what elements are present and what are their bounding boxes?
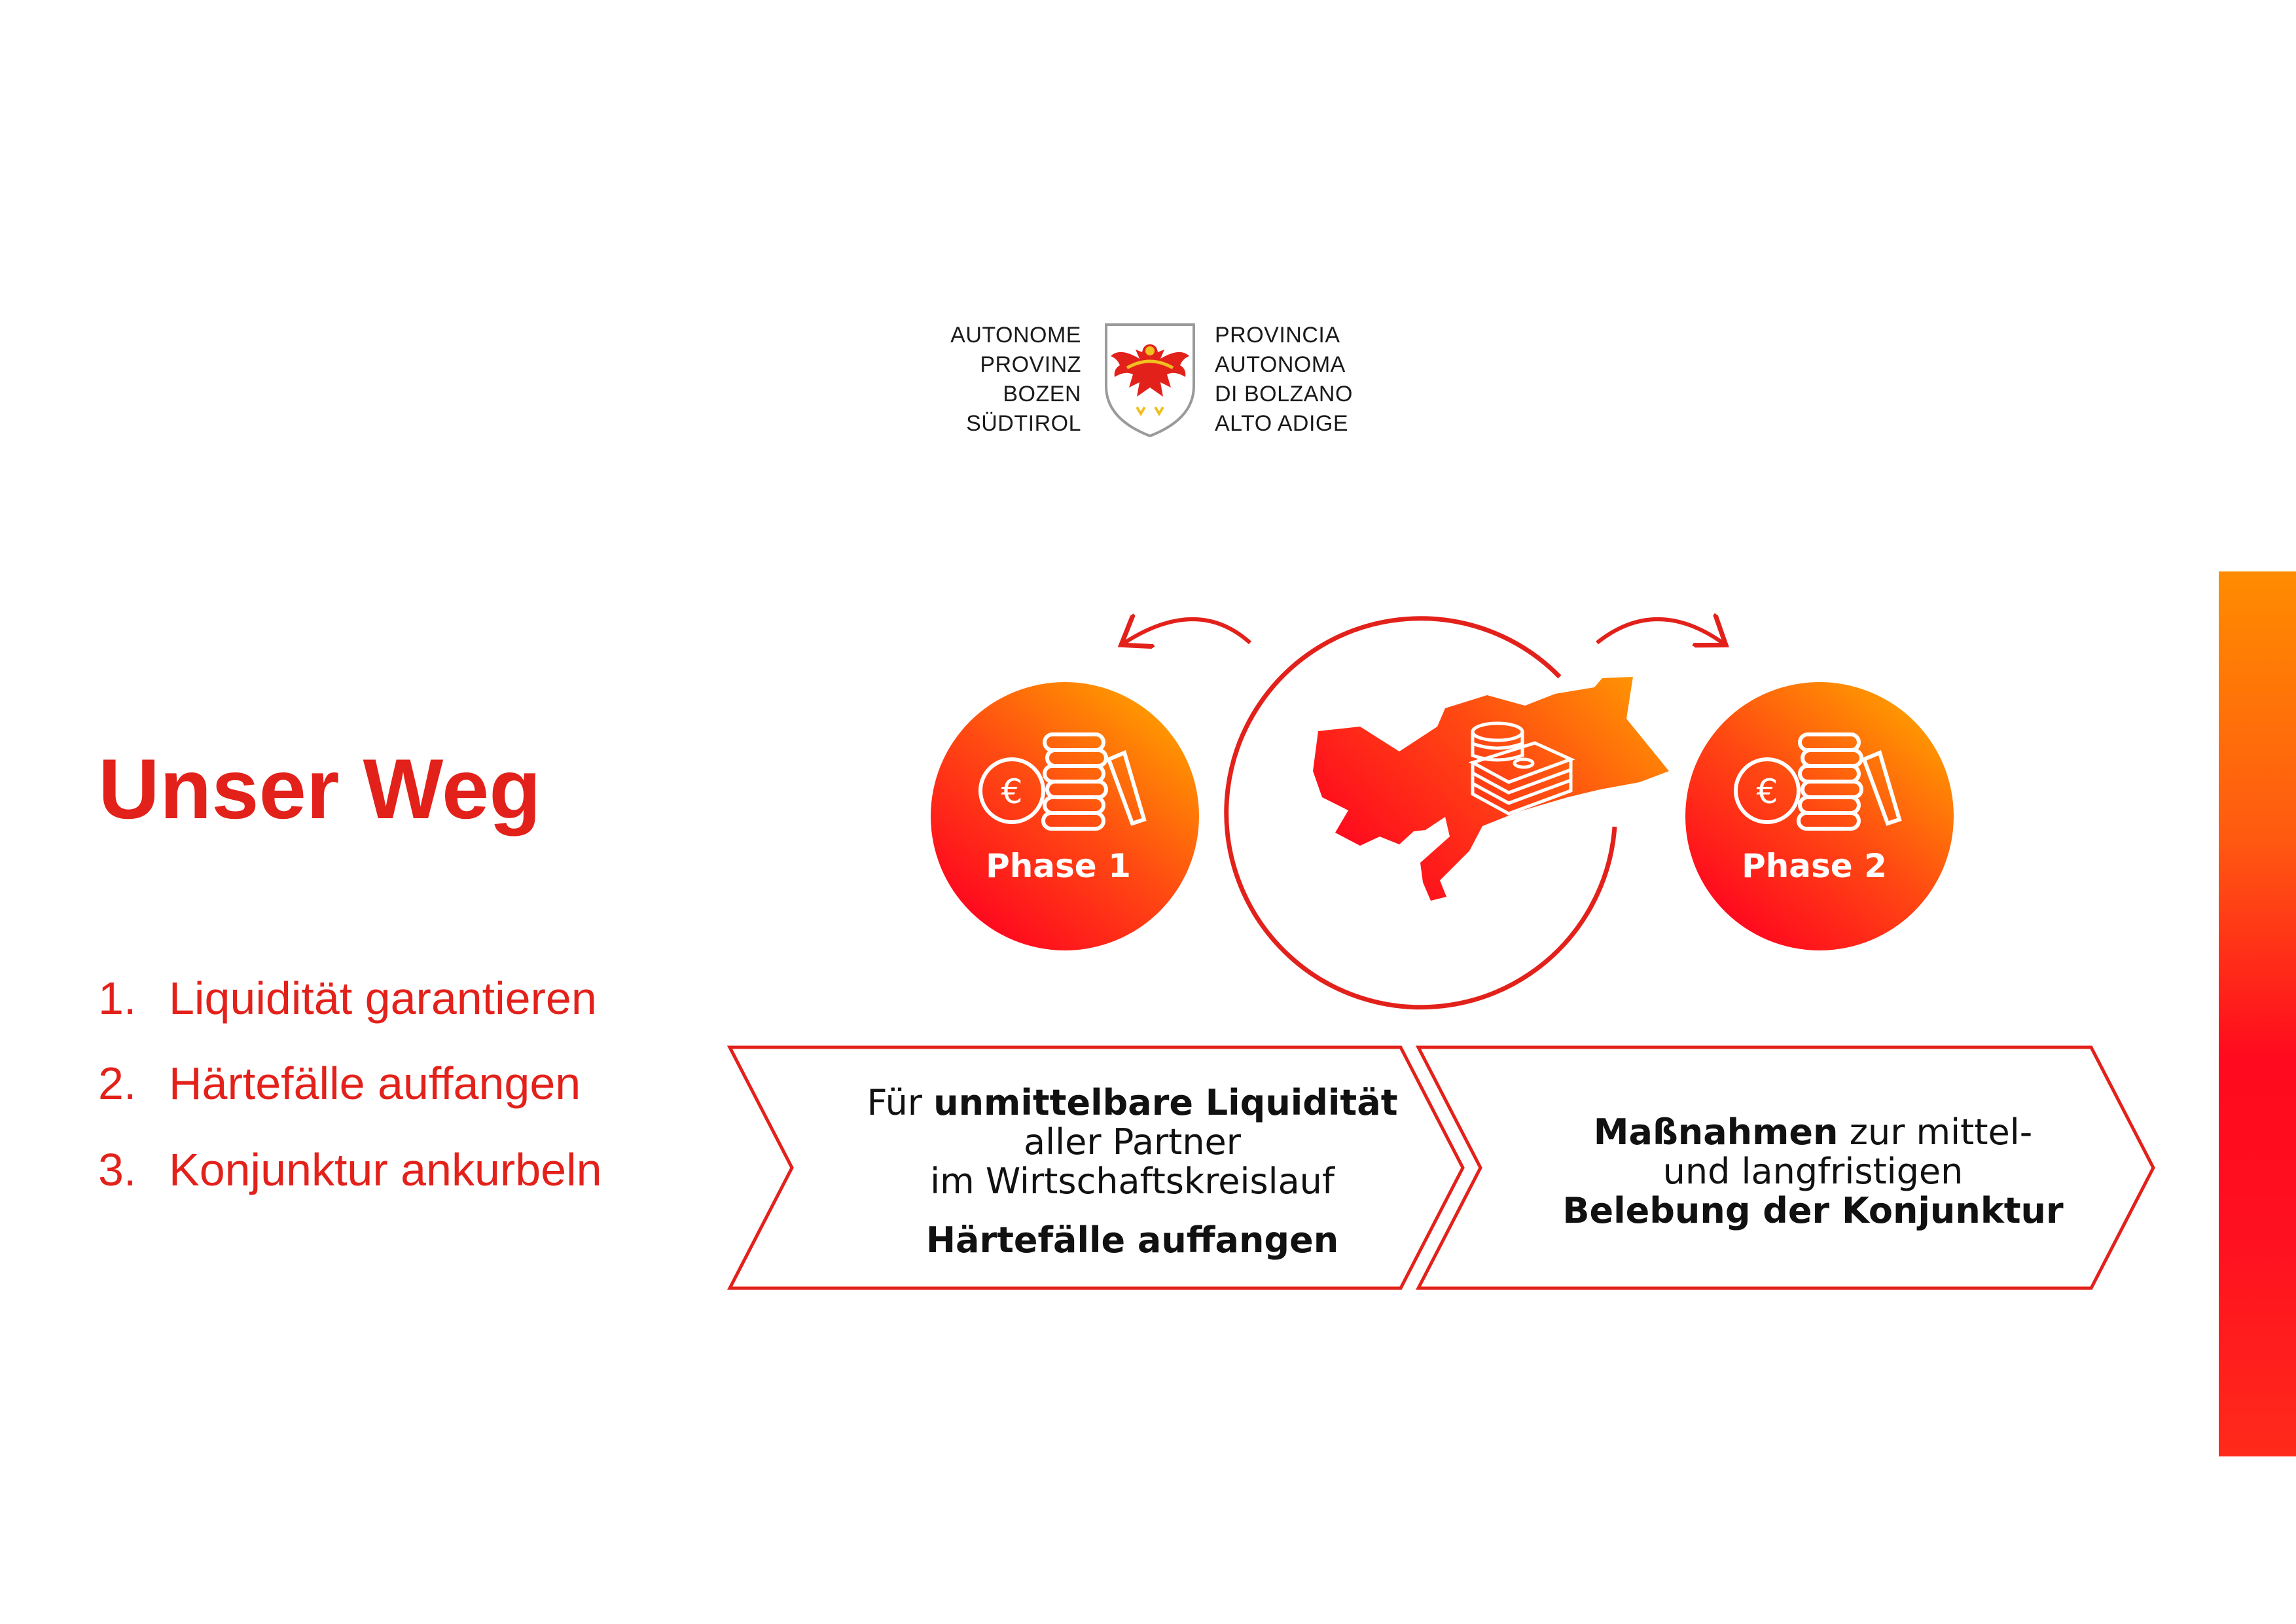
arrow-right-icon: [1597, 619, 1723, 643]
text-bold: unmittelbare Liquidität: [933, 1082, 1398, 1123]
svg-text:€: €: [1001, 772, 1023, 812]
chevron-2-line-1: [1466, 1113, 2160, 1152]
text-regular: zur mittel-: [1838, 1111, 2033, 1153]
list-text: Konjunktur ankurbeln: [169, 1144, 602, 1195]
chevron-1-line-4: [785, 1221, 1479, 1260]
list-number: 1.: [98, 973, 137, 1024]
logo-line: AUTONOMA: [1215, 352, 1346, 377]
phase-2-circle: [1685, 682, 1954, 950]
chevron-1-line-3: im Wirtschaftskreislauf: [930, 1161, 1335, 1202]
phase-2-label: Phase 2: [1742, 847, 1887, 885]
phase-1-circle: [931, 682, 1199, 950]
list-text: Härtefälle auffangen: [169, 1058, 581, 1109]
list-text: Liquidität garantieren: [169, 973, 597, 1024]
chevron-1-line-1: [785, 1083, 1479, 1123]
text-bold: Belebung der Konjunktur: [1562, 1190, 2064, 1231]
list-number: 3.: [98, 1144, 137, 1195]
chevron-2-line-2: und langfristigen: [1662, 1151, 1964, 1192]
logo-line: BOZEN: [1003, 382, 1081, 406]
text-bold: Härtefälle auffangen: [925, 1219, 1339, 1261]
logo-line: AUTONOME: [950, 323, 1081, 348]
page-title: Unser Weg: [98, 741, 541, 837]
text-bold: Maßnahmen: [1593, 1111, 1839, 1153]
list-number: 2.: [98, 1058, 137, 1109]
logo-line: ALTO ADIGE: [1215, 411, 1349, 436]
logo-line: SÜDTIROL: [966, 411, 1081, 436]
south-tyrol-map-icon: [1313, 677, 1669, 901]
svg-text:€: €: [1756, 772, 1778, 812]
logo-line: PROVINZ: [980, 352, 1081, 377]
chevron-2-line-3: [1466, 1191, 2160, 1231]
chevron-1-line-2: aller Partner: [1024, 1121, 1241, 1163]
phase-1-label: Phase 1: [986, 847, 1131, 885]
arrow-left-icon: [1124, 619, 1250, 643]
chevron-2-text: [1466, 1113, 2160, 1231]
logo-line: PROVINCIA: [1215, 323, 1340, 348]
chevron-1-text: [785, 1083, 1479, 1260]
text-regular: Für: [867, 1082, 934, 1123]
logo-line: DI BOLZANO: [1215, 382, 1353, 406]
